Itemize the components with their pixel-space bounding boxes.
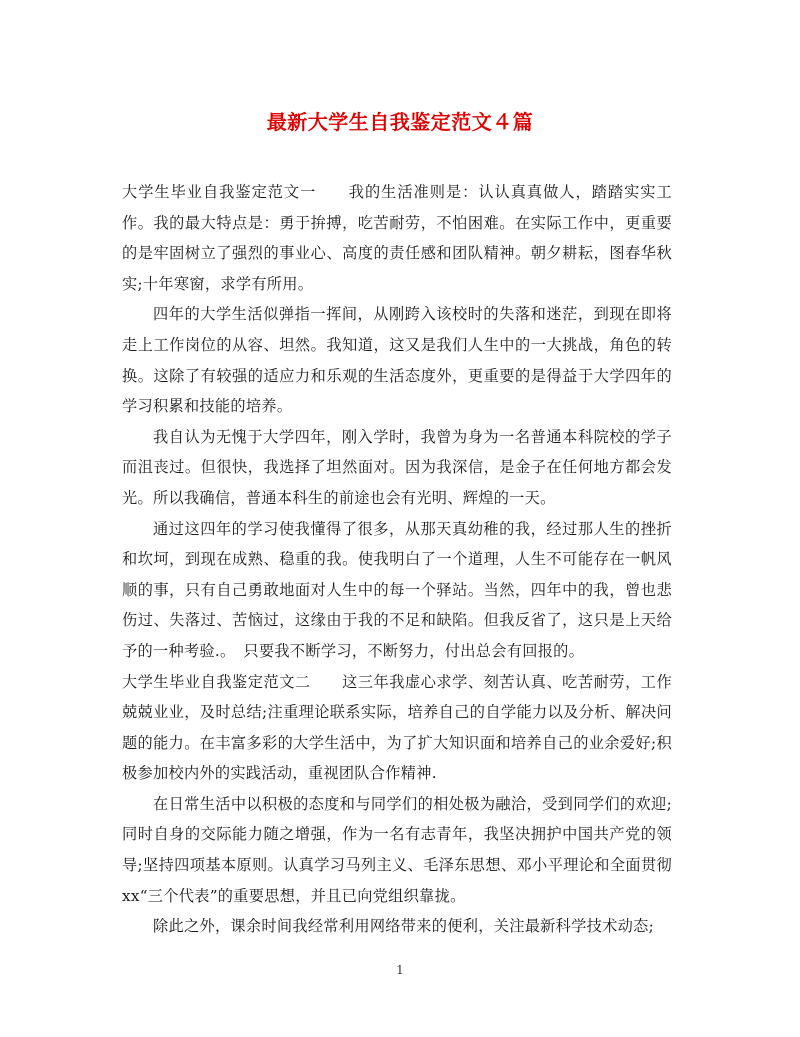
paragraph-7: 除此之外，课余时间我经常利用网络带来的便利，关注最新科学技术动态; bbox=[153, 917, 655, 936]
document-body bbox=[122, 177, 672, 942]
document-title: 最新大学生自我鉴定范文４篇 bbox=[266, 110, 534, 134]
paragraph-1: 大学生毕业自我鉴定范文一 我的生活准则是：认认真真做人，踏踏实实工作。我的最大特点是：勇于拚搏，吃苦耐劳，不怕困难。在实际工作中，更重要的是牢固树立了强烈的事业心、高度的责任感和团队精神。朝夕耕耘，图春华秋实;十年寒窗，求学有所用。 bbox=[122, 183, 672, 293]
paragraph-4: 通过这四年的学习使我懂得了很多，从那天真幼稚的我，经过那人生的挫折和坎坷，到现在成熟、稳重的我。使我明白了一个道理，人生不可能存在一帆风顺的事，只有自己勇敢地面对人生中的每一个驿站。当然，四年中的我，曾也悲伤过、失落过、苦恼过，这缘由于我的不足和缺陷。但我反省了，这只是上天给予的一种考验.。 只要我不断学习，不断努力，付出总会有回报的。 bbox=[122, 519, 672, 660]
paragraph-5: 大学生毕业自我鉴定范文二 这三年我虚心求学、刻苦认真、吃苦耐劳，工作兢兢业业，及时总结;注重理论联系实际，培养自己的自学能力以及分析、解决问题的能力。在丰富多彩的大学生活中，为了扩大知识面和培养自己的业余爱好;积极参加校内外的实践活动，重视团队合作精神. bbox=[122, 672, 672, 783]
paragraph-2: 四年的大学生活似弹指一挥间，从刚跨入该校时的失落和迷茫，到现在即将走上工作岗位的从容、坦然。我知道，这又是我们人生中的一大挑战，角色的转换。这除了有较强的适应力和乐观的生活态度外，更重要的是得益于大学四年的学习积累和技能的培养。 bbox=[122, 305, 672, 416]
paragraph-3: 我自认为无愧于大学四年，刚入学时，我曾为身为一名普通本科院校的学子而沮丧过。但很快，我选择了坦然面对。因为我深信，是金子在任何地方都会发光。所以我确信，普通本科生的前途也会有光明、辉煌的一天。 bbox=[122, 427, 672, 507]
page-number: 1 bbox=[396, 963, 404, 977]
paragraph-6: 在日常生活中以积极的态度和与同学们的相处极为融洽，受到同学们的欢迎;同时自身的交际能力随之增强，作为一名有志青年，我坚决拥护中国共产党的领导;坚持四项基本原则。认真学习马列主义、毛泽东思想、邓小平理论和全面贯彻xx“三个代表”的重要思想，并且已向党组织靠拢。 bbox=[122, 794, 672, 905]
